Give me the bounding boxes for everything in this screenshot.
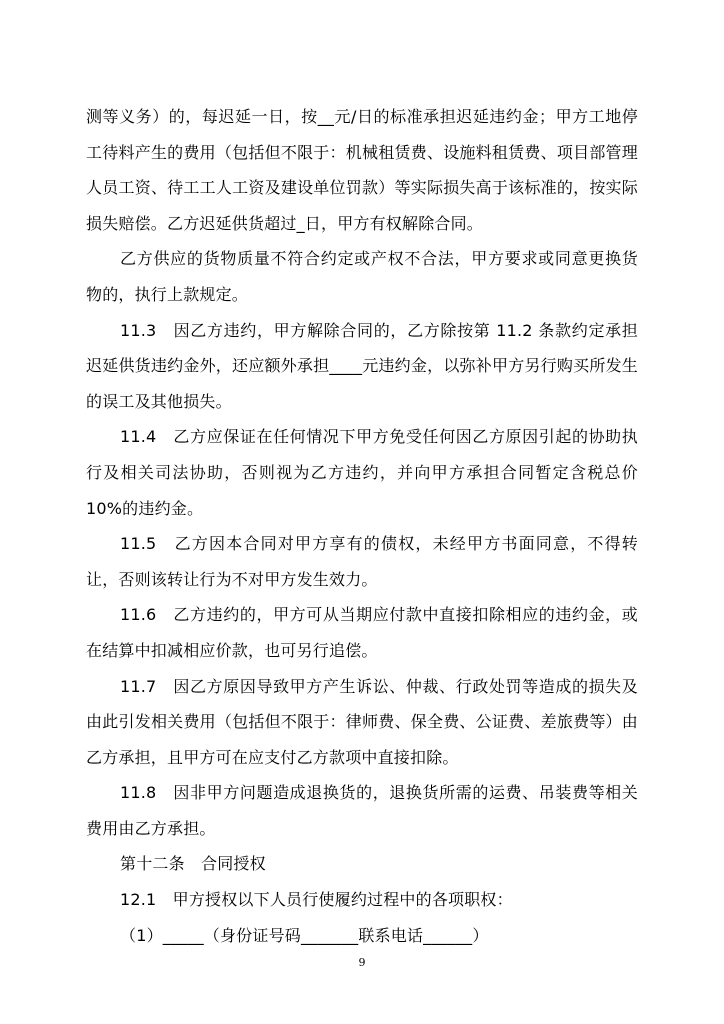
contract-body bbox=[86, 99, 638, 953]
clause-11-7: 11.7 因乙方原因导致甲方产生诉讼、仲裁、行政处罚等造成的损失及由此引发相关费用（包括但不限于：律师费、保全费、公证费、差旅费等）由乙方承担，且甲方可在应支付乙方款项中直接扣除。 bbox=[86, 676, 638, 767]
page-number: 9 bbox=[358, 956, 366, 969]
clause-11-3: 11.3 因乙方违约，甲方解除合同的，乙方除按第 11.2 条款约定承担迟延供货违约金外，还应额外承担____元违约金，以弥补甲方另行购买所发生的误工及其他损失。 bbox=[86, 320, 638, 411]
clause-11-5: 11.5 乙方因本合同对甲方享有的债权，未经甲方书面同意，不得转让，否则该转让行为不对甲方发生效力。 bbox=[86, 534, 638, 589]
paragraph-goods-replacement: 乙方供应的货物质量不符合约定或产权不合法，甲方要求或同意更换货物的，执行上款规定。 bbox=[86, 249, 638, 304]
clause-12-1: 12.1 甲方授权以下人员行使履约过程中的各项职权： bbox=[120, 890, 513, 910]
paragraph-continued-delay-penalty: 测等义务）的，每迟延一日，按__元/日的标准承担迟延违约金；甲方工地停工待料产生的费用（包括但不限于：机械租赁费、设施料租赁费、项目部管理人员工资、待工工人工资及建设单位罚款）等实际损失高于该标准的，按实际损失赔偿。乙方迟延供货超过_日，甲方有权解除合同。 bbox=[86, 107, 638, 233]
clause-11-6: 11.6 乙方违约的，甲方可从当期应付款中直接扣除相应的违约金，或在结算中扣减相应价款，也可另行追偿。 bbox=[86, 605, 638, 660]
authorized-person-line-1: （1）_____（身份证号码_______联系电话______） bbox=[120, 925, 489, 945]
clause-11-8: 11.8 因非甲方问题造成退换货的，退换货所需的运费、吊装费等相关费用由乙方承担。 bbox=[86, 783, 638, 838]
article-12-heading: 第十二条 合同授权 bbox=[120, 854, 266, 874]
clause-11-4: 11.4 乙方应保证在任何情况下甲方免受任何因乙方原因引起的协助执行及相关司法协助，否则视为乙方违约，并向甲方承担合同暂定含税总价 10%的违约金。 bbox=[86, 427, 638, 518]
